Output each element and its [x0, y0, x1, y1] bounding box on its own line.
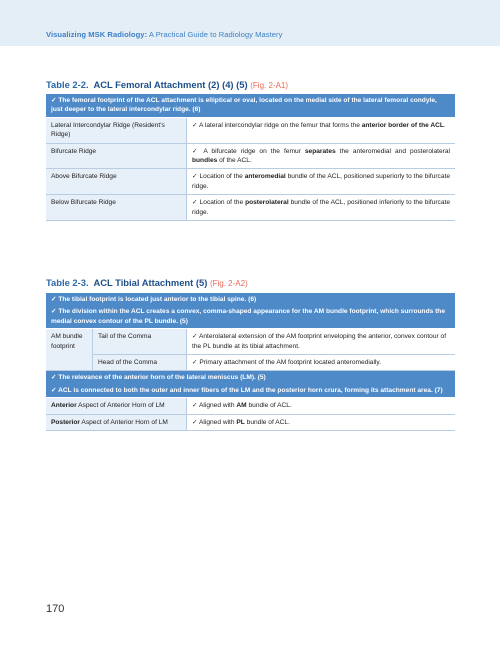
page-number: 170: [46, 603, 65, 615]
row-label: Tail of the Comma: [93, 329, 187, 354]
table-summary-band: ✓ The femoral footprint of the ACL attachment is elliptical or oval, located on the medial side of the lateral femoral condyle, just deeper to the lateral intercondylar ridge. (6): [46, 94, 455, 118]
table-row: [46, 195, 455, 221]
table-row: [46, 118, 455, 144]
row-label: Head of the Comma: [93, 355, 187, 370]
table-2-3: [46, 293, 455, 431]
table-name: ACL Tibial Attachment (5): [93, 277, 208, 288]
row-description: ✓ Location of the anteromedial bundle of the ACL, positioned superiorly to the bifurcate ridge.: [187, 169, 455, 194]
book-title: [46, 30, 282, 39]
row-description: ✓ A lateral intercondylar ridge on the femur that forms the anterior border of the ACL.: [187, 118, 455, 143]
table-row: [93, 329, 455, 355]
table-row: [46, 144, 455, 170]
table-row: [46, 169, 455, 195]
table-label: Table 2-3.: [46, 277, 89, 288]
table-2-2: [46, 94, 455, 221]
am-bundle-group: [46, 329, 455, 371]
book-title-rest: A Practical Guide to Radiology Mastery: [147, 30, 283, 39]
table-label: Table 2-2.: [46, 79, 89, 90]
table-summary-band: ✓ The relevance of the anterior horn of the lateral meniscus (LM). (5): [46, 371, 455, 383]
table-row: [46, 415, 455, 431]
row-label: Bifurcate Ridge: [46, 144, 187, 169]
book-title-bold: Visualizing MSK Radiology:: [46, 30, 148, 39]
row-description: ✓ Aligned with AM bundle of ACL.: [187, 398, 455, 413]
figure-ref: (Fig. 2-A2): [209, 279, 248, 288]
row-label: Anterior Aspect of Anterior Horn of LM: [46, 398, 187, 413]
row-label: Posterior Aspect of Anterior Horn of LM: [46, 415, 187, 430]
row-label: Above Bifurcate Ridge: [46, 169, 187, 194]
row-description: ✓ Location of the posterolateral bundle of the ACL, positioned inferiorly to the bifurcate ridge.: [187, 195, 455, 220]
table-row: [93, 355, 455, 370]
row-label: Lateral Intercondylar Ridge (Resident's Ridge): [46, 118, 187, 143]
table-summary-band: ✓ The tibial footprint is located just anterior to the tibial spine. (6): [46, 293, 455, 305]
am-bundle-label: AM bundle footprint: [46, 329, 93, 370]
row-description: ✓ Aligned with PL bundle of ACL.: [187, 415, 455, 430]
table-summary-band: ✓ The division within the ACL creates a convex, comma-shaped appearance for the AM bundle footprint, which surrounds the medial convex contour of the PL bundle. (5): [46, 305, 455, 329]
table-summary-band: ✓ ACL is connected to both the outer and inner fibers of the LM and the posterior horn crura, forming its attachment area. (7): [46, 384, 455, 398]
am-bundle-subrows: [93, 329, 455, 370]
row-description: ✓ A bifurcate ridge on the femur separates the anteromedial and posterolateral bundles of the ACL.: [187, 144, 455, 169]
running-header: [0, 0, 500, 46]
row-description: ✓ Primary attachment of the AM footprint located anteromedially.: [187, 355, 455, 370]
table-2-3-title: [46, 277, 248, 288]
row-label: Below Bifurcate Ridge: [46, 195, 187, 220]
row-description: ✓ Anterolateral extension of the AM footprint enveloping the anterior, convex contour of the PL bundle at its tibial attachment.: [187, 329, 455, 354]
table-2-2-title: [46, 79, 288, 90]
figure-ref: (Fig. 2-A1): [250, 81, 289, 90]
table-name: ACL Femoral Attachment (2) (4) (5): [93, 79, 248, 90]
table-row: [46, 398, 455, 414]
